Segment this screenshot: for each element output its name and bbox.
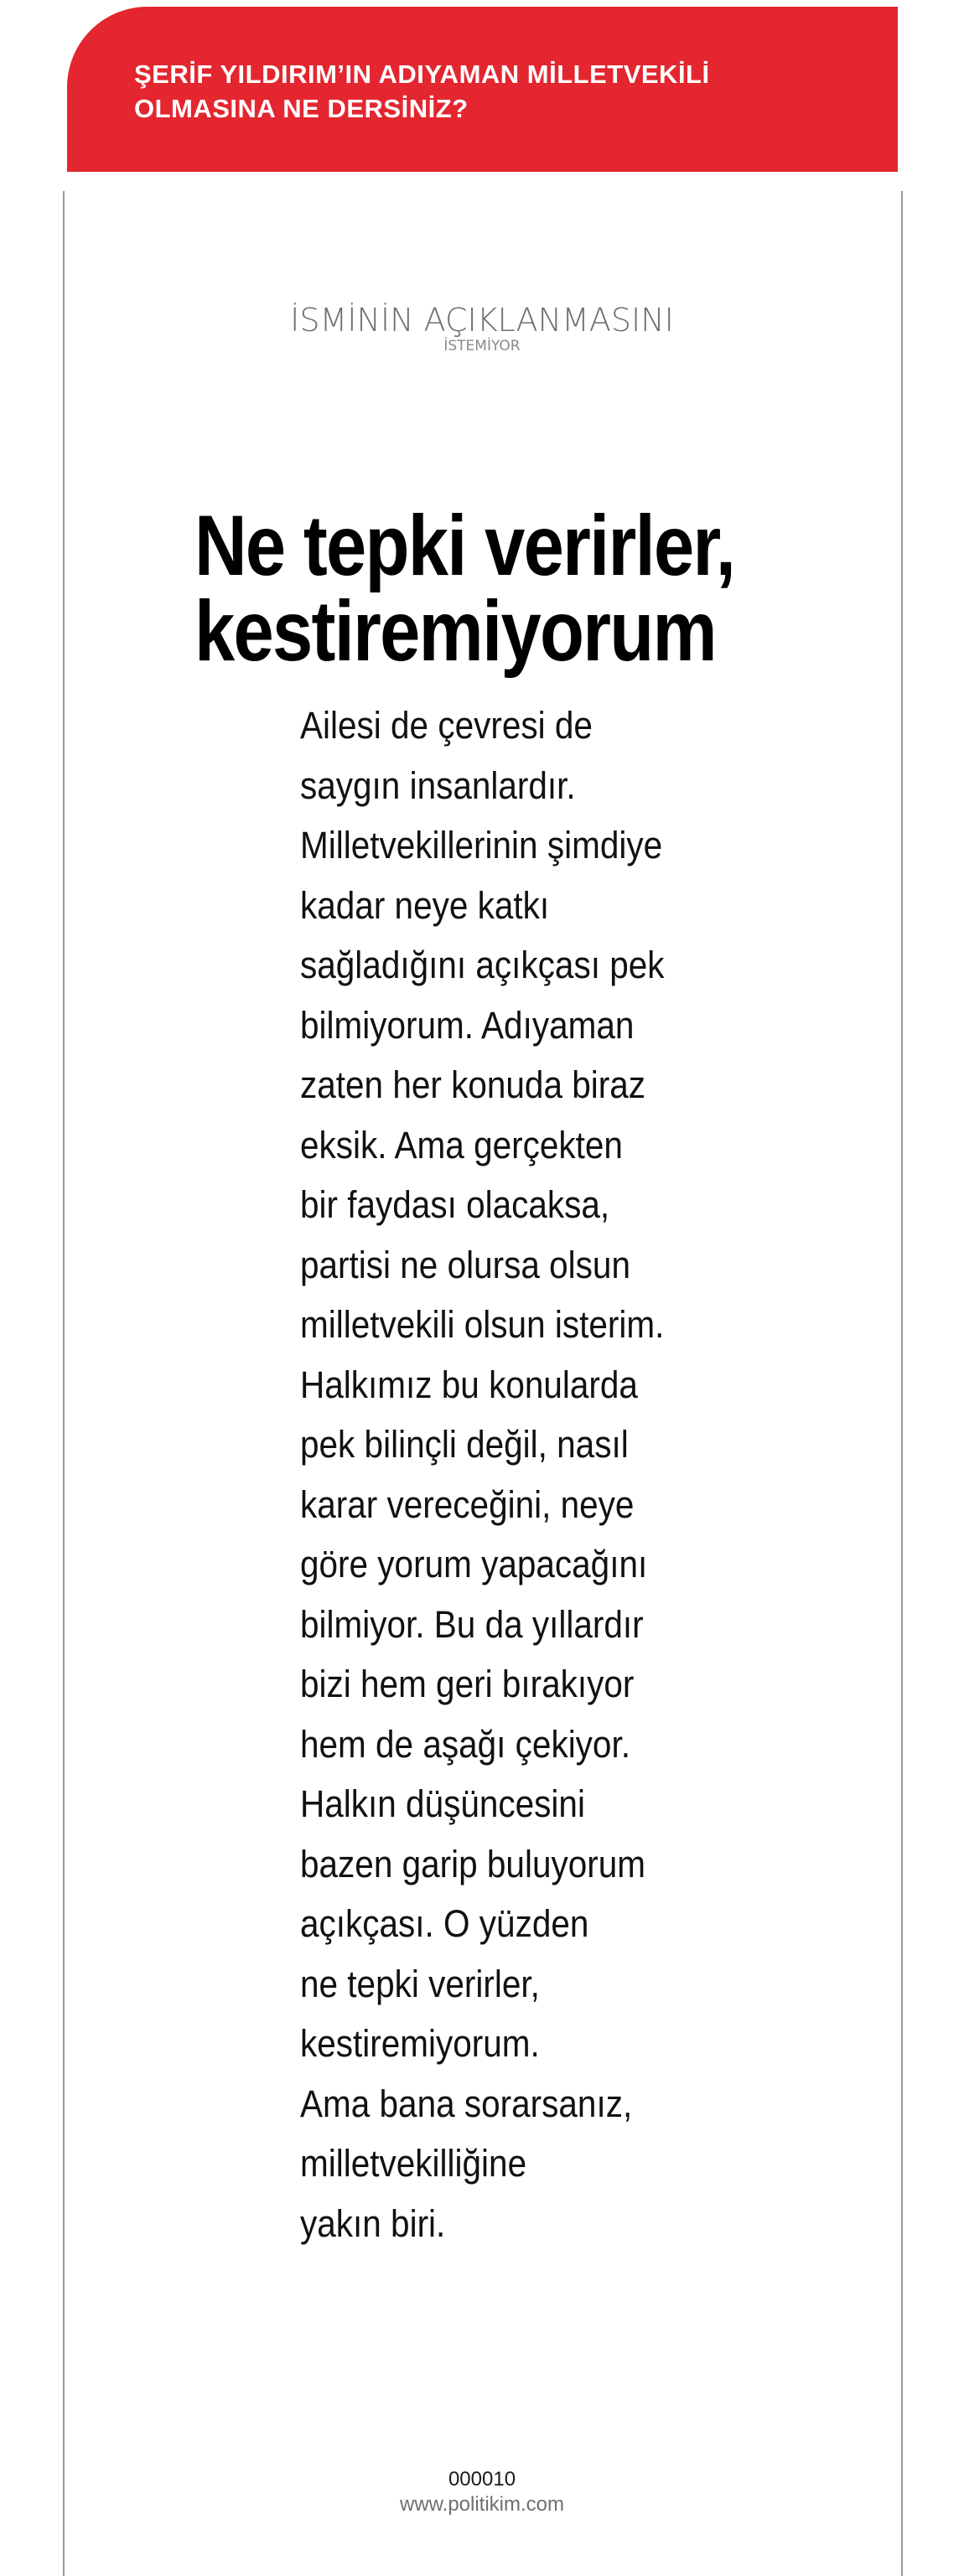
footer bbox=[0, 2467, 964, 2517]
footer-code: 000010 bbox=[448, 2468, 516, 2491]
answer-line: zaten her konuda biraz bbox=[300, 1063, 646, 1106]
answer-line: Halkın düşüncesini bbox=[300, 1782, 585, 1825]
quote-headline bbox=[194, 498, 764, 679]
left-border-line bbox=[63, 191, 65, 2576]
answer-line: kestiremiyorum. bbox=[300, 2022, 540, 2065]
answer-line: bilmiyorum. Adıyaman bbox=[300, 1003, 635, 1047]
answer-line: partisi ne olursa olsun bbox=[300, 1243, 630, 1286]
answer-line: eksik. Ama gerçekten bbox=[300, 1123, 623, 1166]
answer-text bbox=[300, 696, 723, 2253]
answer-line: hem de aşağı çekiyor. bbox=[300, 1722, 630, 1766]
right-border-line bbox=[901, 191, 903, 2576]
answer-line: saygın insanlardır. bbox=[300, 763, 576, 807]
quote-headline-line: Ne tepki verirler, bbox=[194, 498, 735, 593]
question-title: ŞERİF YILDIRIM’IN ADIYAMAN MİLLETVEKİLİ OLMASINA NE DERSİNİZ? bbox=[134, 59, 710, 123]
answer-line: ne tepki verirler, bbox=[300, 1962, 540, 2005]
answer-line: bizi hem geri bırakıyor bbox=[300, 1663, 635, 1705]
question-banner bbox=[67, 7, 898, 172]
answer-line: Milletvekillerinin şimdiye bbox=[300, 824, 663, 866]
answer-line: yakın biri. bbox=[300, 2201, 446, 2245]
answer-line: sağladığını açıkçası pek bbox=[300, 944, 665, 986]
answer-line: bilmiyor. Bu da yıllardır bbox=[300, 1602, 644, 1646]
answer-line: Halkımız bu konularda bbox=[300, 1363, 638, 1406]
answer-line: bazen garip buluyorum bbox=[300, 1842, 646, 1885]
answer-line: Ailesi de çevresi de bbox=[300, 704, 593, 747]
footer-website: www.politikim.com bbox=[399, 2493, 565, 2516]
answer-line: açıkçası. O yüzden bbox=[300, 1902, 589, 1945]
answer-line: Ama bana sorarsanız, bbox=[300, 2082, 633, 2125]
respondent-info bbox=[0, 302, 964, 355]
respondent-name: İSMİNİN AÇIKLANMASINI bbox=[290, 302, 674, 339]
answer-line: göre yorum yapacağını bbox=[300, 1543, 648, 1585]
answer-line: kadar neye katkı bbox=[300, 883, 550, 927]
answer-line: bir faydası olacaksa, bbox=[300, 1183, 610, 1226]
answer-line: karar vereceğini, neye bbox=[300, 1482, 635, 1526]
answer-line: milletvekili olsun isterim. bbox=[300, 1303, 665, 1346]
answer-line: pek bilinçli değil, nasıl bbox=[300, 1423, 629, 1466]
respondent-note: İSTEMİYOR bbox=[443, 338, 521, 354]
quote-headline-line: kestiremiyorum bbox=[194, 583, 716, 679]
answer-line: milletvekilliğine bbox=[300, 2142, 527, 2185]
